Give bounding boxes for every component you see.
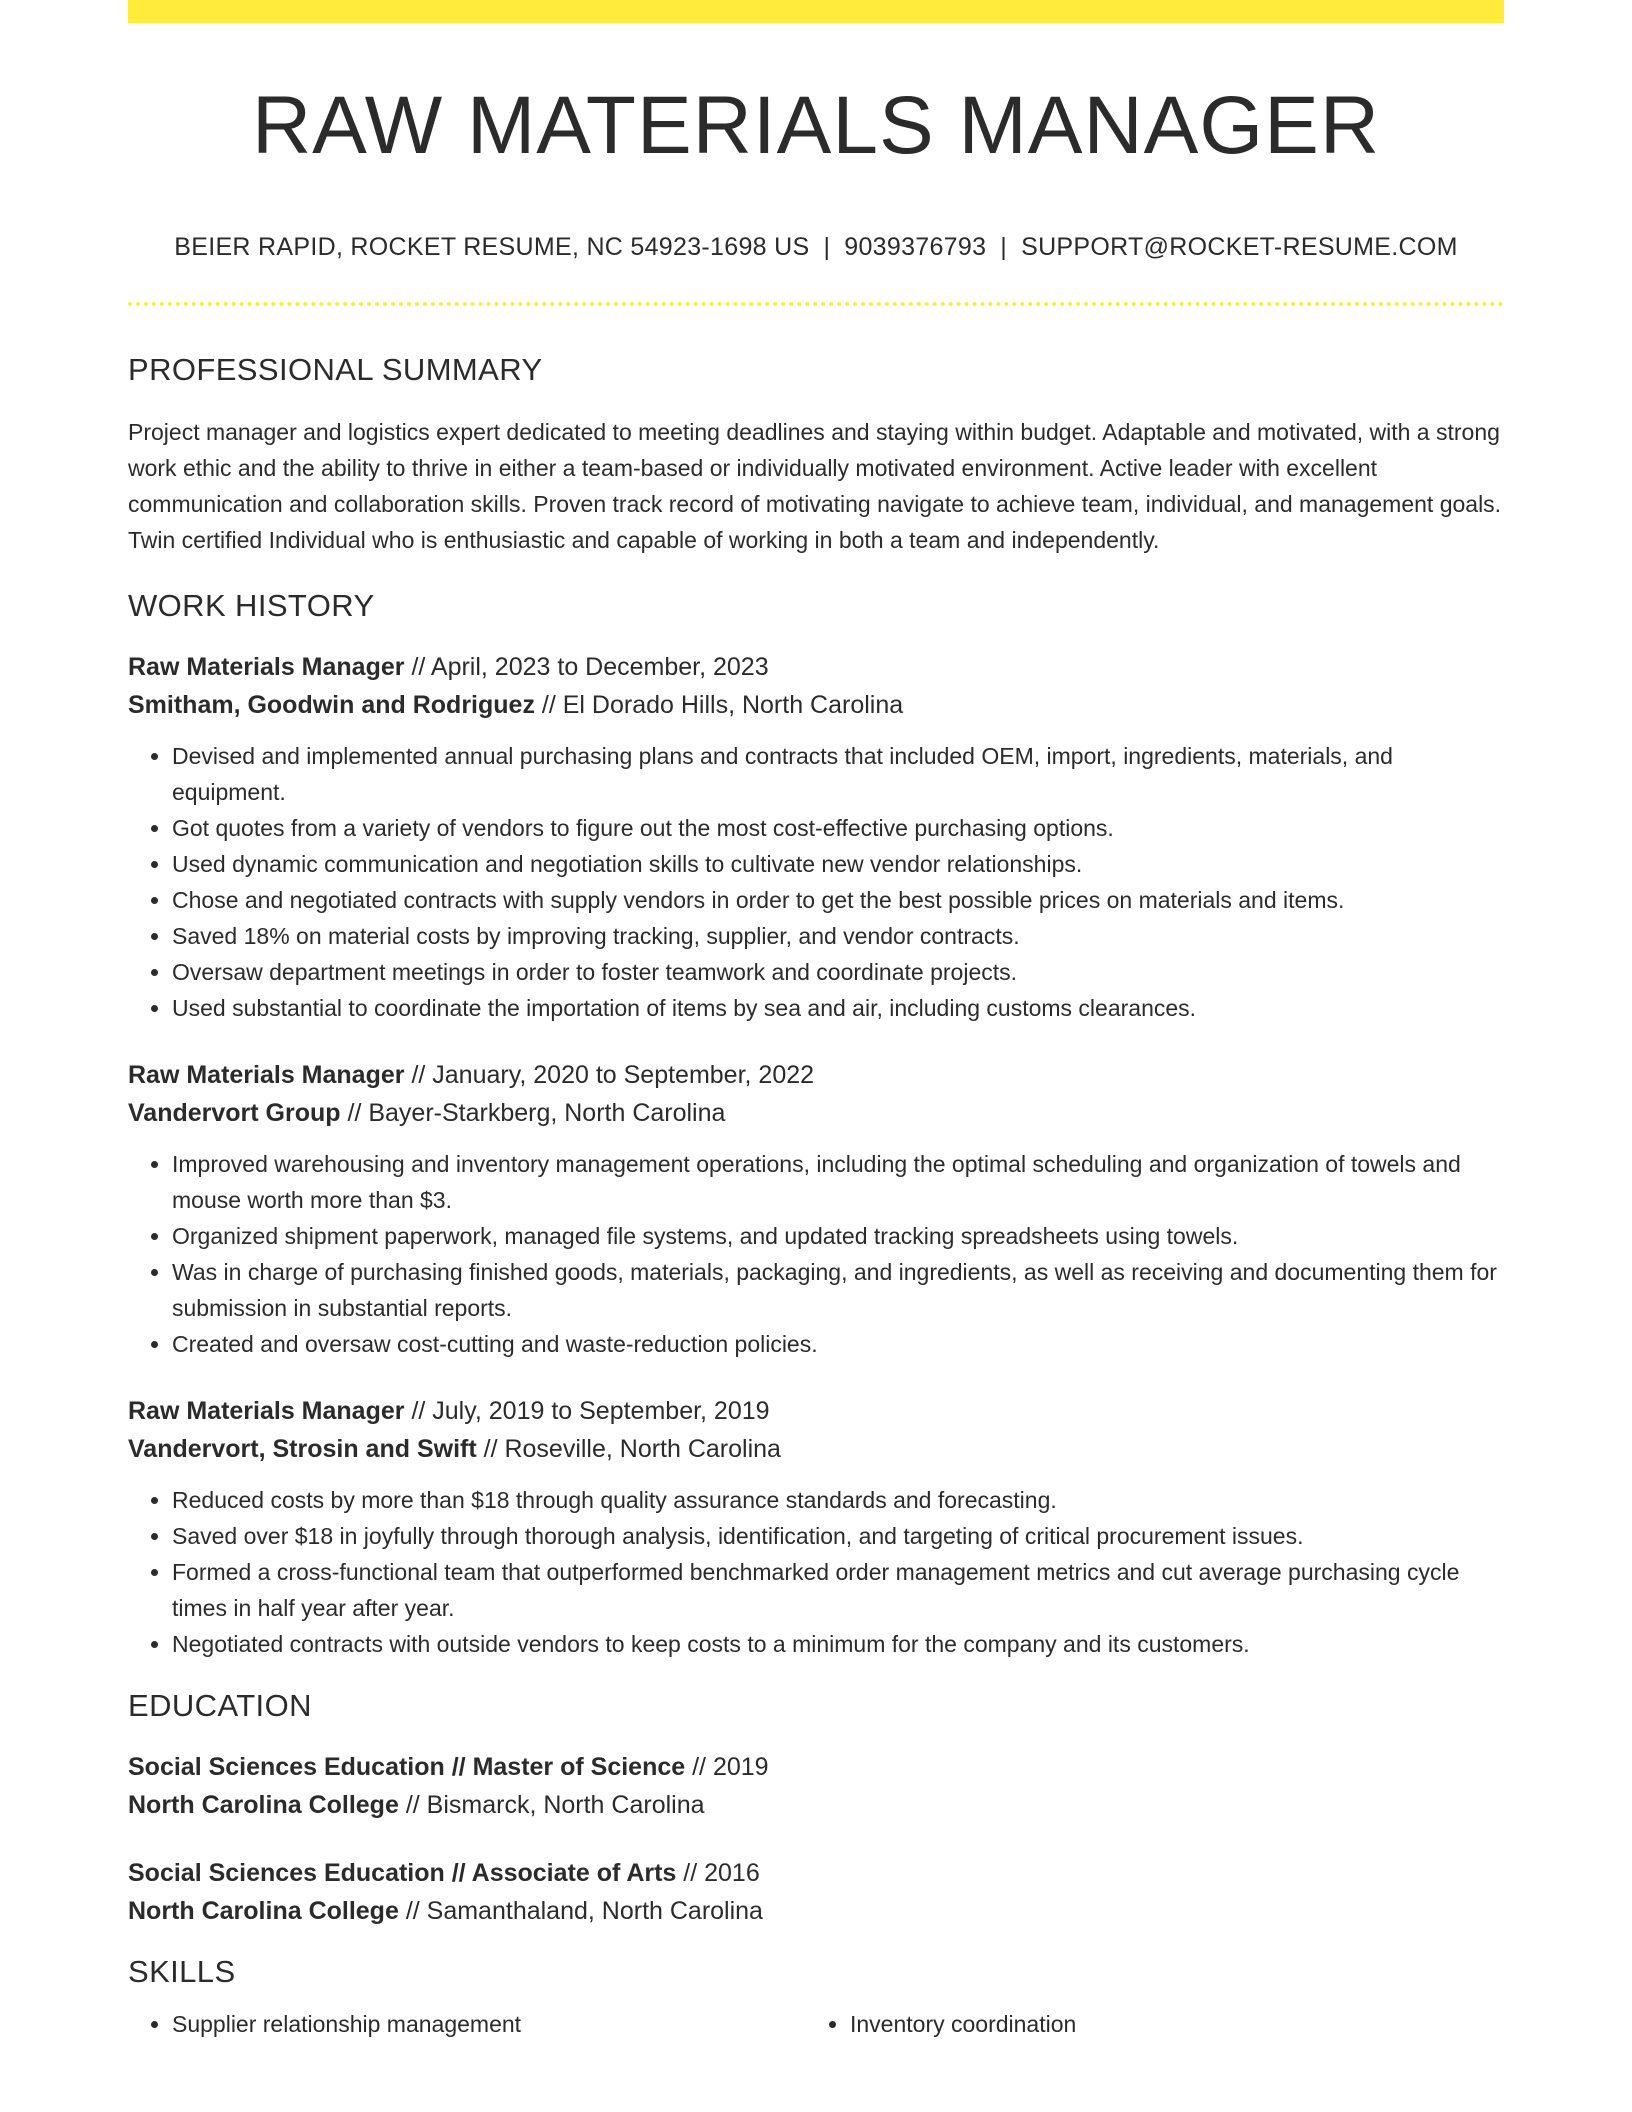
edu-school-line xyxy=(128,1786,1504,1824)
list-item: • Devised and implemented annual purchasing plans and contracts that included OEM, import, ingredients, materials, and equipment. xyxy=(172,738,1504,810)
contact-separator: | xyxy=(823,233,831,261)
edu-school-line xyxy=(128,1892,1504,1930)
list-item: • Oversaw department meetings in order to foster teamwork and coordinate projects. xyxy=(172,954,1504,990)
job-role: Raw Materials Manager xyxy=(128,1061,405,1089)
job-entry xyxy=(128,1392,1504,1662)
contact-separator: | xyxy=(1000,233,1008,261)
edu-school: North Carolina College xyxy=(128,1791,399,1819)
contact-phone: 9039376793 xyxy=(844,233,987,261)
job-role-line xyxy=(128,648,1504,686)
job-company-line xyxy=(128,1094,1504,1132)
job-bullets xyxy=(128,1146,1504,1362)
list-item: • Formed a cross-functional team that outperformed benchmarked order management metrics and cut average purchasing cycle times in half year after year. xyxy=(172,1554,1504,1626)
list-item: • Saved 18% on material costs by improving tracking, supplier, and vendor contracts. xyxy=(172,918,1504,954)
dotted-divider xyxy=(128,302,1504,306)
list-item: • Created and oversaw cost-cutting and waste-reduction policies. xyxy=(172,1326,1504,1362)
contact-line xyxy=(128,233,1504,262)
job-company: Vandervort, Strosin and Swift xyxy=(128,1435,477,1463)
edu-location: // Samanthaland, North Carolina xyxy=(398,1897,763,1925)
list-item: • Supplier relationship management xyxy=(172,2006,806,2042)
job-company-line xyxy=(128,686,1504,724)
contact-email: SUPPORT@ROCKET-RESUME.COM xyxy=(1021,233,1458,261)
job-bullets xyxy=(128,738,1504,1026)
edu-year: // 2019 xyxy=(685,1753,769,1781)
job-bullets xyxy=(128,1482,1504,1662)
skills-right-list xyxy=(806,2006,1484,2042)
job-entry xyxy=(128,1056,1504,1362)
edu-degree-line xyxy=(128,1854,1504,1892)
edu-school: North Carolina College xyxy=(128,1897,399,1925)
edu-year: // 2016 xyxy=(676,1859,760,1887)
list-item: • Saved over $18 in joyfully through thorough analysis, identification, and targeting of critical procurement issues. xyxy=(172,1518,1504,1554)
summary-heading: PROFESSIONAL SUMMARY xyxy=(128,352,543,387)
job-company: Vandervort Group xyxy=(128,1099,341,1127)
top-accent-bar xyxy=(128,0,1504,23)
list-item: • Used dynamic communication and negotiation skills to cultivate new vendor relationships. xyxy=(172,846,1504,882)
edu-location: // Bismarck, North Carolina xyxy=(398,1791,705,1819)
job-entry xyxy=(128,648,1504,1026)
edu-degree: Social Sciences Education // Associate of Arts xyxy=(128,1859,677,1887)
job-location: // Bayer-Starkberg, North Carolina xyxy=(340,1099,726,1127)
education-heading: EDUCATION xyxy=(128,1688,312,1723)
job-company: Smitham, Goodwin and Rodriguez xyxy=(128,691,535,719)
job-role-line xyxy=(128,1392,1504,1430)
list-item: • Used substantial to coordinate the importation of items by sea and air, including customs clearances. xyxy=(172,990,1504,1026)
work-history-heading: WORK HISTORY xyxy=(128,588,375,623)
list-item: • Improved warehousing and inventory management operations, including the optimal scheduling and organization of towels and mouse worth more than $3. xyxy=(172,1146,1504,1218)
education-entry xyxy=(128,1748,1504,1824)
skills-left-list xyxy=(128,2006,806,2042)
summary-text: Project manager and logistics expert dedicated to meeting deadlines and staying within budget. Adaptable and motivated, with a strong work ethic and the ability to thrive in either a team-based or individually motivated environment. Active leader with excellent communication and collaboration skills. Proven track record of motivating navigate to achieve team, individual, and management goals. Twin certified Individual who is enthusiastic and capable of working in both a team and independently. xyxy=(128,419,1502,553)
job-location: // Roseville, North Carolina xyxy=(476,1435,781,1463)
resume-title: RAW MATERIALS MANAGER xyxy=(251,80,1381,171)
skills-heading: SKILLS xyxy=(128,1954,236,1989)
resume-page xyxy=(128,0,1504,2042)
job-role: Raw Materials Manager xyxy=(128,653,405,681)
education-entry xyxy=(128,1854,1504,1930)
skills-columns xyxy=(128,2006,1504,2042)
contact-address: BEIER RAPID, ROCKET RESUME, NC 54923-1698 US xyxy=(174,233,810,261)
job-location: // El Dorado Hills, North Carolina xyxy=(534,691,904,719)
list-item: • Organized shipment paperwork, managed file systems, and updated tracking spreadsheets using towels. xyxy=(172,1218,1504,1254)
list-item: • Inventory coordination xyxy=(850,2006,1484,2042)
list-item: • Was in charge of purchasing finished goods, materials, packaging, and ingredients, as well as receiving and documenting them for submission in substantial reports. xyxy=(172,1254,1504,1326)
list-item: • Negotiated contracts with outside vendors to keep costs to a minimum for the company and its customers. xyxy=(172,1626,1504,1662)
list-item: • Chose and negotiated contracts with supply vendors in order to get the best possible prices on materials and items. xyxy=(172,882,1504,918)
edu-degree: Social Sciences Education // Master of Science xyxy=(128,1753,686,1781)
job-dates: // April, 2023 to December, 2023 xyxy=(404,653,769,681)
job-company-line xyxy=(128,1430,1504,1468)
list-item: • Got quotes from a variety of vendors to figure out the most cost-effective purchasing options. xyxy=(172,810,1504,846)
job-role-line xyxy=(128,1056,1504,1094)
job-dates: // January, 2020 to September, 2022 xyxy=(404,1061,815,1089)
edu-degree-line xyxy=(128,1748,1504,1786)
job-role: Raw Materials Manager xyxy=(128,1397,405,1425)
list-item: • Reduced costs by more than $18 through quality assurance standards and forecasting. xyxy=(172,1482,1504,1518)
job-dates: // July, 2019 to September, 2019 xyxy=(404,1397,770,1425)
